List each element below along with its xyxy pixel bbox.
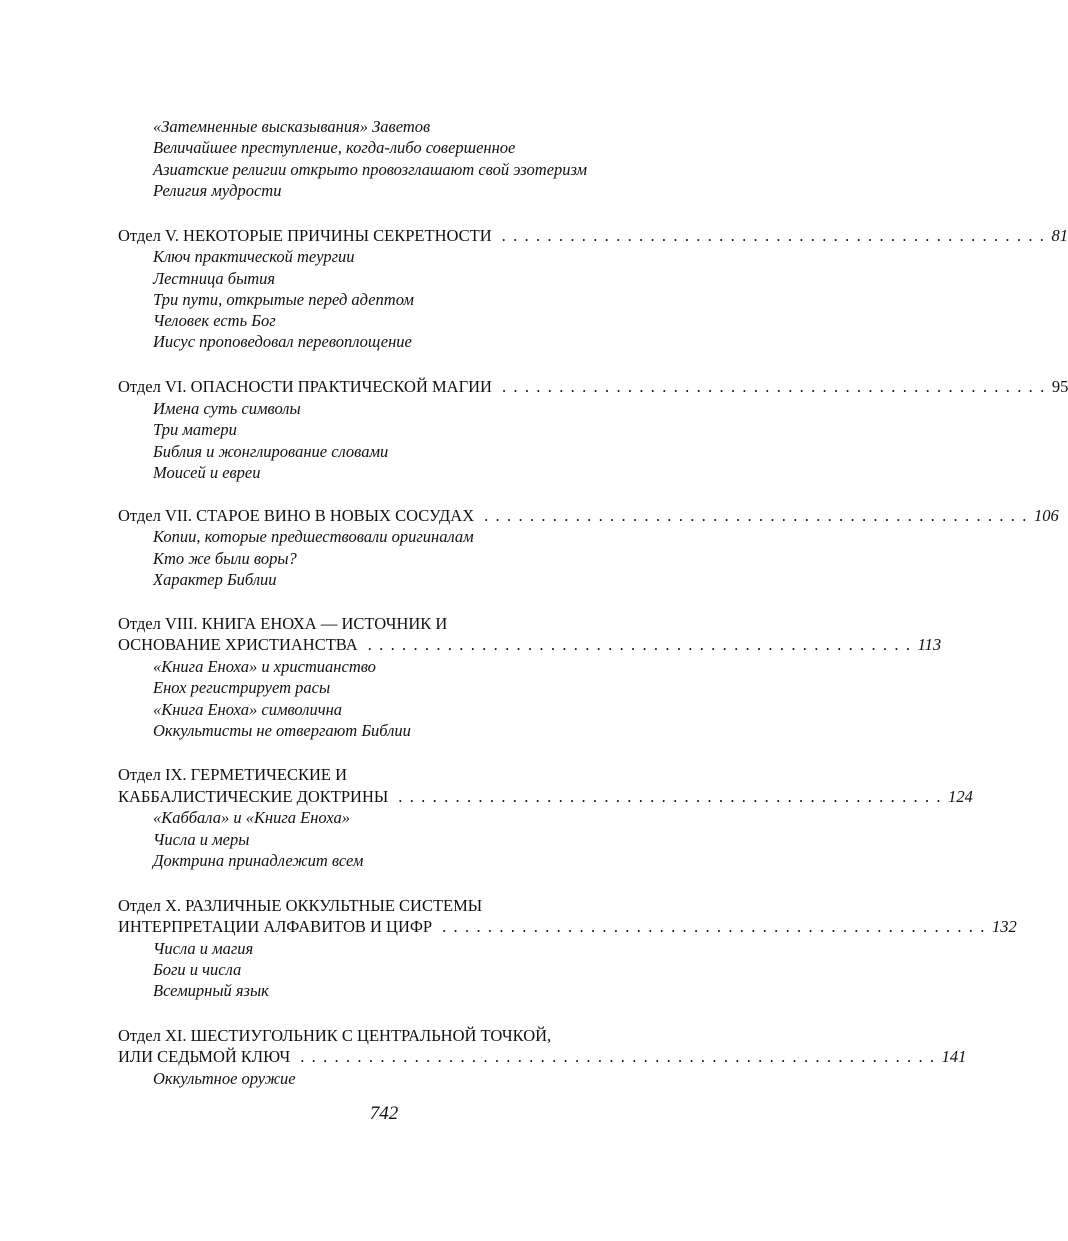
page-number: 124 xyxy=(948,787,973,806)
toc-section-heading[interactable] xyxy=(118,786,973,808)
toc-subitem: Три пути, открытые перед адептом xyxy=(153,290,414,309)
dot-leader: . . . . . . . . . . . . . . . . . . . . . . . . . . . . . . . . . . . . . . . . . . . . . . . . xyxy=(398,787,943,806)
toc-subitem: Доктрина принадлежит всем xyxy=(153,851,364,870)
toc-subitem: «Книга Еноха» символична xyxy=(153,700,343,719)
toc-subitem: «Книга Еноха» и христианство xyxy=(153,657,376,676)
toc-subitem: Величайшее преступление, когда-либо совершенное xyxy=(153,138,516,157)
toc-subitem: Оккультисты не отвергают Библии xyxy=(153,721,411,740)
toc-section-heading[interactable] xyxy=(118,634,942,656)
toc-subitem: Имена суть символы xyxy=(153,399,301,418)
toc-subitem: Азиатские религии открыто провозглашают свой эзотеризм xyxy=(153,160,588,179)
section-title: Отдел VI. ОПАСНОСТИ ПРАКТИЧЕСКОЙ МАГИИ xyxy=(118,377,492,396)
toc-section-heading[interactable] xyxy=(118,916,1017,938)
toc-subitem: Лестница бытия xyxy=(153,269,276,288)
toc-subitem: Три матери xyxy=(153,420,237,439)
section-title-continued: ИЛИ СЕДЬМОЙ КЛЮЧ xyxy=(118,1047,291,1066)
toc-subitem: Числа и магия xyxy=(153,939,254,958)
dot-leader: . . . . . . . . . . . . . . . . . . . . . . . . . . . . . . . . . . . . . . . . . . . . . . . . . . . . . . . . xyxy=(300,1047,936,1066)
dot-leader: . . . . . . . . . . . . . . . . . . . . . . . . . . . . . . . . . . . . . . . . . . . . . . . . xyxy=(501,377,1046,396)
toc-subitem: Моисей и евреи xyxy=(153,463,261,482)
page-number: 113 xyxy=(917,635,942,654)
toc-subitem: Иисус проповедовал перевоплощение xyxy=(153,332,412,351)
section-title-continued: ОСНОВАНИЕ ХРИСТИАНСТВА xyxy=(118,635,358,654)
section-title-continued: КАББАЛИСТИЧЕСКИЕ ДОКТРИНЫ xyxy=(118,787,389,806)
page-number: 141 xyxy=(941,1047,967,1066)
toc-subitem: Религия мудрости xyxy=(153,181,282,200)
toc-subitem: Библия и жонглирование словами xyxy=(153,442,389,461)
toc-subitem: Кто же были воры? xyxy=(153,549,297,568)
page-number: 106 xyxy=(1033,506,1059,525)
section-title-continued: ИНТЕРПРЕТАЦИИ АЛФАВИТОВ И ЦИФР xyxy=(118,917,433,936)
section-title[interactable]: Отдел XI. ШЕСТИУГОЛЬНИК С ЦЕНТРАЛЬНОЙ ТОЧКОЙ, xyxy=(118,1026,552,1045)
toc-subitem: Человек есть Бог xyxy=(153,311,276,330)
toc-section-heading[interactable] xyxy=(118,376,1068,398)
section-title: Отдел VII. СТАРОЕ ВИНО В НОВЫХ СОСУДАХ xyxy=(118,506,475,525)
page-number: 132 xyxy=(991,917,1017,936)
toc-subitem: Боги и числа xyxy=(153,960,242,979)
toc-subitem: Всемирный язык xyxy=(153,981,269,1000)
dot-leader: . . . . . . . . . . . . . . . . . . . . . . . . . . . . . . . . . . . . . . . . . . . . . . . . xyxy=(484,506,1028,525)
page-number: 95 xyxy=(1051,377,1068,396)
toc-section-heading[interactable] xyxy=(118,1046,967,1068)
page-folio-number: 742 xyxy=(369,1103,399,1124)
toc-subitem: Ключ практической теургии xyxy=(153,247,355,266)
section-title[interactable]: Отдел X. РАЗЛИЧНЫЕ ОККУЛЬТНЫЕ СИСТЕМЫ xyxy=(118,896,483,915)
toc-subitem: Енох регистрирует расы xyxy=(153,678,331,697)
dot-leader: . . . . . . . . . . . . . . . . . . . . . . . . . . . . . . . . . . . . . . . . . . . . . . . . xyxy=(367,635,912,654)
toc-subitem: Копии, которые предшествовали оригиналам xyxy=(153,527,474,546)
page-number: 81 xyxy=(1051,226,1068,245)
toc-subitem: «Каббала» и «Книга Еноха» xyxy=(153,808,350,827)
toc-subitem: «Затемненные высказывания» Заветов xyxy=(153,117,431,136)
section-title[interactable]: Отдел IX. ГЕРМЕТИЧЕСКИЕ И xyxy=(118,765,348,784)
toc-section-heading[interactable] xyxy=(118,505,1059,527)
toc-subitem: Характер Библии xyxy=(153,570,277,589)
section-title: Отдел V. НЕКОТОРЫЕ ПРИЧИНЫ СЕКРЕТНОСТИ xyxy=(118,226,492,245)
dot-leader: . . . . . . . . . . . . . . . . . . . . . . . . . . . . . . . . . . . . . . . . . . . . . . . . xyxy=(501,226,1046,245)
dot-leader: . . . . . . . . . . . . . . . . . . . . . . . . . . . . . . . . . . . . . . . . . . . . . . . . xyxy=(442,917,986,936)
section-title[interactable]: Отдел VIII. КНИГА ЕНОХА — ИСТОЧНИК И xyxy=(118,614,448,633)
toc-subitem: Оккультное оружие xyxy=(153,1069,296,1088)
toc-section-heading[interactable] xyxy=(118,225,1068,247)
toc-subitem: Числа и меры xyxy=(153,830,250,849)
